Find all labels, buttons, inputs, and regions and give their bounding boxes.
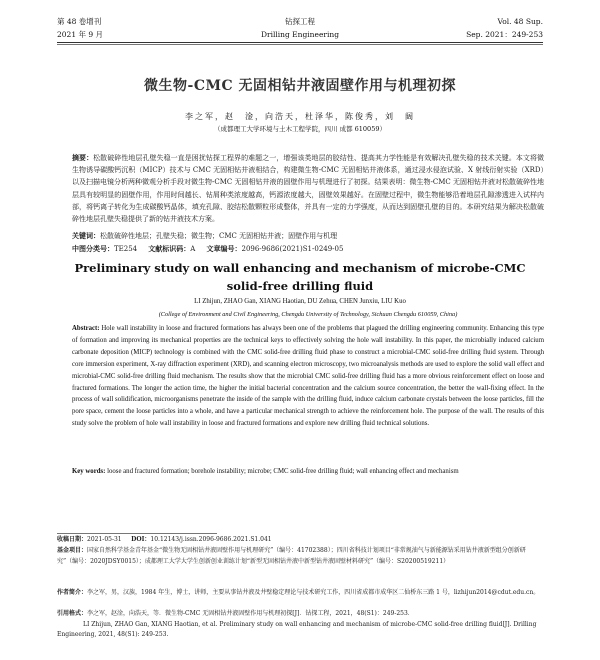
abstract-cn-text: 松散破碎性地层孔壁失稳一直是困扰钻探工程界的难题之一，增强该类地层的胶结性、提高其力学性能是有效解决孔壁失稳的技术关键。本文将微生物诱导碳酸钙沉积（MICP）技术与 CMC 无固相钻井液相结合，构建微生物-CMC 无固相钻井液体系，通过浸水侵泡试验、X 射线衍射实验（XRD）以及扫描电镜分析两种微观分析手段对微生物-CMC 无固相钻井液的固壁作用与机理进行了初探。结果表明：微生物-CMC 无固相钻井液对松散破碎性地层具有较明显的固壁作用，作用时间越长、钻屑种类浓度越高，钙源浓度越大，固壁效果越好。在固壁过程中，微生物能够沿着地层孔隙渗透进入试样内部，将钙离子转化为生成碳酸钙晶体，填充孔隙、胶结松散颗粒形成整体，并具有一定的力学强度，从而达到固壁孔壁的目的。本研究结果为解决松散破碎性地层孔壁失稳提供了新的钻井液技术方案。 [72, 154, 544, 224]
keywords-en-text: loose and fractured formation; borehole instability; microbe; CMC solid-free drilling fluid; wall enhancing effect and mechanism [105, 468, 459, 475]
header-journal-en: Drilling Engineering [260, 30, 340, 39]
keywords-cn [72, 230, 544, 242]
authors-cn: 李之军，赵 淦，向浩天，杜泽华，陈俊秀，刘 阔 [185, 112, 415, 121]
authors-en: LI Zhijun, ZHAO Gan, XIANG Haotian, DU Zehua, CHEN Junxiu, LIU Kuo [194, 298, 406, 305]
footer-fund [57, 546, 543, 567]
citation-label: 引用格式： [57, 610, 88, 617]
abstract-en [72, 323, 544, 430]
author-bio-text: 李之军，男，汉族，1984 年生，博士，讲师，主要从事钻井液及井壁稳定理论与技术研究工作，四川省成都市成华区二仙桥东三路 1 号，lizhijun2014@cdut.edu.cn。 [87, 589, 540, 596]
clc-label: 中图分类号： [72, 244, 114, 253]
received-date: 2021-05-31 [87, 536, 122, 543]
title-en-line2: solid-free drilling fluid [226, 279, 374, 293]
abstract-en-text: Hole wall instability in loose and fractured formations has always been one of the problems that plagued the drilling engineering community. Enhancing this type of formation and improving its mechanical properties are the technical keys to effectively solving the hole wall instability. In this paper, the microbially induced calcium carbonate deposition (MICP) technology is combined with the CMC solid-free drilling fluid phase to construct a microbial-CMC solid-free drilling fluid system. Through core immersion experiment, X-ray diffraction experiment (XRD), and scanning electron microscopy, two microanalysis methods are used to explore the solid wall effect and microbial-CMC solid-free drilling fluid mechanism. The results show that the microbial CMC solid-free drilling fluid has a more obvious reinforcement effect on loose and fractured formations. The longer the action time, the higher the initial bacterial concentration and the calcium source concentration, the better the wall-fixing effect. In the process of wall solidification, microorganisms penetrate the inside of the sample with the drilling fluid, induce calcium carbonate crystals between the loose particles, fill the pore space, cement the loose particles into a whole, and have a particular mechanical strength to achieve the reinforcement hole. The purpose of the wall. The results of this study solve the problem of hole wall instability in loose and fractured formations and explore new drilling fluid technical solutions. [72, 325, 544, 428]
header-date-cn: 2021 年 9 月 [57, 30, 104, 39]
doi-value: 10.12143/j.issn.2096-9686.2021.S1.041 [150, 536, 272, 543]
affiliation-en: (College of Environment and Civil Engineering, Chengdu University of Technology, Sichuan Chengdu 610059, China) [158, 311, 458, 318]
keywords-cn-text: 松散破碎性地层；孔壁失稳；微生物；CMC 无固相钻井液；固壁作用与机理 [100, 232, 338, 240]
affiliation-cn: （成都理工大学环境与土木工程学院，四川 成都 610059） [214, 125, 386, 133]
footer-author-bio [57, 588, 543, 599]
title-cn: 微生物-CMC 无固相钻井液固壁作用与机理初探 [144, 78, 456, 94]
received-label: 收稿日期： [57, 536, 88, 543]
citation-cn: 李之军，赵淦，向浩天，等．微生物-CMC 无固相钻井液固壁作用与机理初探[J]．钻探工程，2021，48(S1)：249-253． [87, 610, 414, 617]
header-volume-cn: 第 48 卷增刊 [57, 17, 102, 26]
fund-text: 国家自然科学基金青年基金“微生物无固相钻井液固壁作用与机理研究”（编号：41702388）；四川省科技计划项目“非常规油气与新能源钻采用钻井液新型组分创新研究”（编号：2020JDSY0015）；成都理工大学大学生创新创业训练计划“新型无固相钻井液中新型钻井液固壁材料研究”（编号：S20200519211） [57, 547, 526, 565]
footer-citation [57, 609, 543, 641]
header-issue-en: Sep. 2021：249-253 [466, 30, 543, 39]
author-bio-label: 作者简介： [57, 589, 88, 596]
article-id-label: 文章编号： [206, 244, 242, 253]
keywords-en-label: Key words: [72, 468, 106, 475]
fund-label: 基金项目： [57, 547, 88, 554]
header-journal-cn: 钻探工程 [285, 17, 315, 26]
keywords-en [72, 466, 544, 478]
header-rule-thin [57, 44, 543, 45]
title-en [0, 259, 600, 295]
article-id-value: 2096-9686(2021)S1-0249-05 [241, 245, 344, 253]
abstract-cn-label: 摘要： [72, 153, 94, 162]
header-rule [57, 42, 543, 43]
keywords-cn-label: 关键词： [72, 231, 100, 240]
footer-received-line [57, 535, 543, 546]
header-volume-en: Vol. 48 Sup. [497, 17, 543, 26]
doc-code-label: 文献标识码： [148, 244, 191, 253]
footnote-rule [57, 533, 217, 534]
abstract-en-label: Abstract: [72, 325, 100, 332]
clc-value: TE254 [114, 245, 138, 253]
classification-line [72, 243, 544, 255]
doc-code-value: A [190, 245, 196, 253]
doi-label: DOI： [131, 536, 151, 543]
citation-en: LI Zhijun, ZHAO Gan, XIANG Haotian, et al. Preliminary study on wall enhancing and mechanism of microbe-CMC solid-free drilling fluid[J]. Drilling Engineering, 2021, 48(S1): 249-253. [57, 620, 537, 639]
title-en-line1: Preliminary study on wall enhancing and mechanism of microbe-CMC [74, 261, 526, 275]
